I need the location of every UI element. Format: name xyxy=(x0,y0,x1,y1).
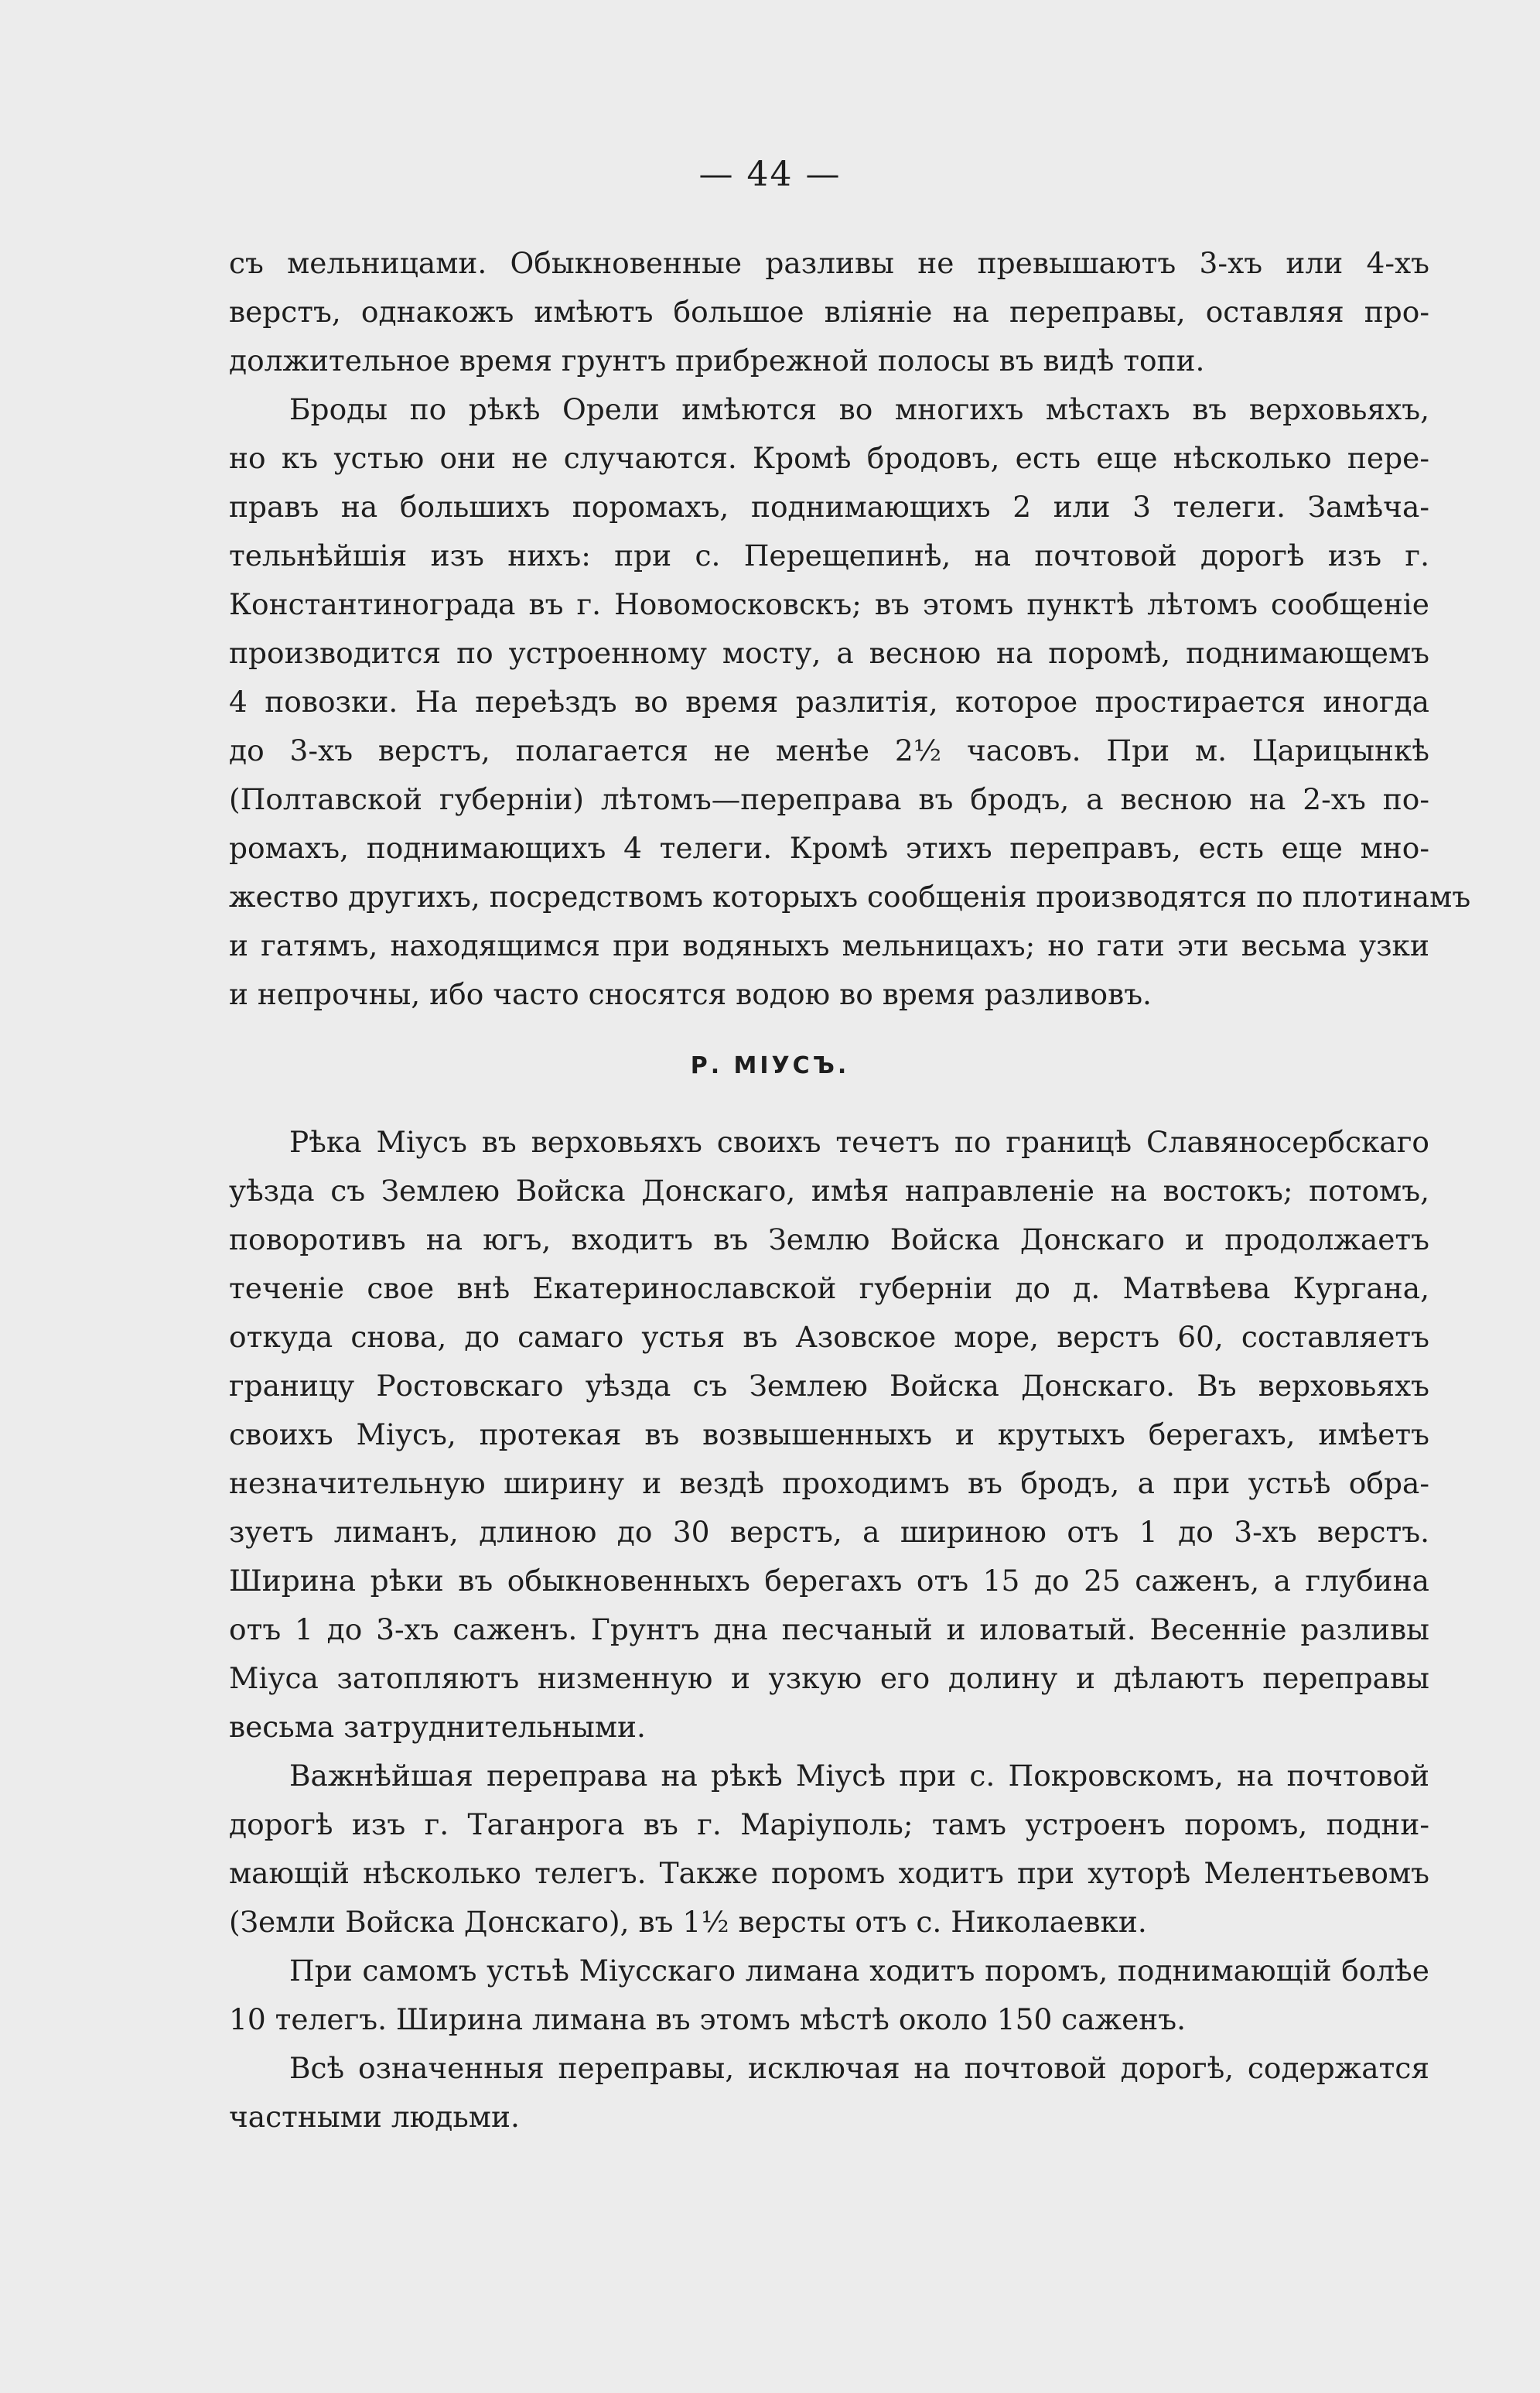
text-line: верстъ, однакожъ имѣютъ большое влiянiе на переправы, оставляя про- xyxy=(229,295,1429,329)
text-line: производится по устроенному мосту, а весною на поромѣ, поднимающемъ xyxy=(229,636,1429,670)
text-line: отъ 1 до 3-хъ саженъ. Грунтъ дна песчаный и иловатый. Весеннiе разливы xyxy=(229,1612,1429,1646)
text-line: (Полтавской губернiи) лѣтомъ—переправа въ бродъ, а весною на 2-хъ по- xyxy=(229,782,1429,816)
text-line: зуетъ лиманъ, длиною до 30 верстъ, а шириною отъ 1 до 3-хъ верстъ. xyxy=(229,1515,1429,1549)
text-line: Важнѣйшая переправа на рѣкѣ Мiусѣ при с. Покровскомъ, на почтовой xyxy=(289,1759,1429,1793)
text-block-orel xyxy=(229,239,1471,1019)
text-line: и гатямъ, находящимся при водяныхъ мельницахъ; но гати эти весьма узки xyxy=(229,928,1429,962)
text-line: 10 телегъ. Ширина лимана въ этомъ мѣстѣ около 150 саженъ. xyxy=(229,2002,1187,2036)
text-line: весьма затруднительными. xyxy=(229,1710,646,1744)
text-line: частными людьми. xyxy=(229,2100,520,2134)
text-line: Константинограда въ г. Новомосковскъ; въ этомъ пунктѣ лѣтомъ сообщенiе xyxy=(229,587,1429,621)
text-line: дорогѣ изъ г. Таганрога въ г. Марiуполь; тамъ устроенъ поромъ, подни- xyxy=(229,1807,1429,1841)
text-line: правъ на большихъ поромахъ, поднимающихъ 2 или 3 телеги. Замѣча- xyxy=(229,490,1429,524)
text-line: незначительную ширину и вездѣ проходимъ въ бродъ, а при устьѣ обра- xyxy=(229,1466,1429,1500)
text-line: Всѣ означенныя переправы, исключая на почтовой дорогѣ, содержатся xyxy=(289,2051,1429,2085)
section-heading: Р. МIУСЪ. xyxy=(690,1052,850,1079)
text-line: уѣзда съ Землею Войска Донскаго, имѣя направленiе на востокъ; потомъ, xyxy=(229,1174,1429,1208)
text-line: мающiй нѣсколько телегъ. Также поромъ ходитъ при хуторѣ Мелентьевомъ xyxy=(229,1856,1429,1890)
text-line: Броды по рѣкѣ Орели имѣются во многихъ мѣстахъ въ верховьяхъ, xyxy=(289,392,1429,426)
text-line: и непрочны, ибо часто сносятся водою во время разливовъ. xyxy=(229,977,1152,1011)
text-line: границу Ростовскаго уѣзда съ Землею Войска Донскаго. Въ верховьяхъ xyxy=(229,1369,1429,1403)
text-line: жество другихъ, посредствомъ которыхъ сообщенiя производятся по плотинамъ xyxy=(229,880,1471,914)
text-line: ромахъ, поднимающихъ 4 телеги. Кромѣ этихъ переправъ, есть еще мно- xyxy=(229,831,1429,865)
text-line: поворотивъ на югъ, входитъ въ Землю Войска Донскаго и продолжаетъ xyxy=(229,1222,1429,1256)
text-block-mius xyxy=(229,1118,1429,2142)
text-line: При самомъ устьѣ Мiусскаго лимана ходитъ поромъ, поднимающiй болѣе xyxy=(289,1954,1429,1988)
text-line: теченiе свое внѣ Екатеринославской губернiи до д. Матвѣева Кургана, xyxy=(229,1271,1429,1305)
text-line: откуда снова, до самаго устья въ Азовское море, верстъ 60, составляетъ xyxy=(229,1320,1429,1354)
text-line: Ширина рѣки въ обыкновенныхъ берегахъ отъ 15 до 25 саженъ, а глубина xyxy=(229,1564,1429,1598)
text-line: до 3-хъ верстъ, полагается не менѣе 2½ часовъ. При м. Царицынкѣ xyxy=(229,733,1429,767)
text-line: Мiуса затопляютъ низменную и узкую его долину и дѣлаютъ переправы xyxy=(229,1661,1429,1695)
text-line: 4 повозки. На переѣздъ во время разлитiя, которое простирается иногда xyxy=(229,685,1429,719)
text-line: съ мельницами. Обыкновенные разливы не превышаютъ 3-хъ или 4-хъ xyxy=(229,246,1429,280)
text-line: (Земли Войска Донскаго), въ 1½ версты отъ с. Николаевки. xyxy=(229,1905,1147,1939)
text-line: Рѣка Мiусъ въ верховьяхъ своихъ течетъ по границѣ Славяносербскаго xyxy=(289,1125,1429,1159)
text-line: своихъ Мiусъ, протекая въ возвышенныхъ и крутыхъ берегахъ, имѣетъ xyxy=(229,1417,1429,1451)
text-line: должительное время грунтъ прибрежной полосы въ видѣ топи. xyxy=(229,344,1205,378)
page-number: — 44 — xyxy=(698,155,842,194)
text-line: но къ устью они не случаются. Кромѣ бродовъ, есть еще нѣсколько пере- xyxy=(229,441,1429,475)
text-line: тельнѣйшiя изъ нихъ: при с. Перещепинѣ, на почтовой дорогѣ изъ г. xyxy=(229,538,1429,573)
